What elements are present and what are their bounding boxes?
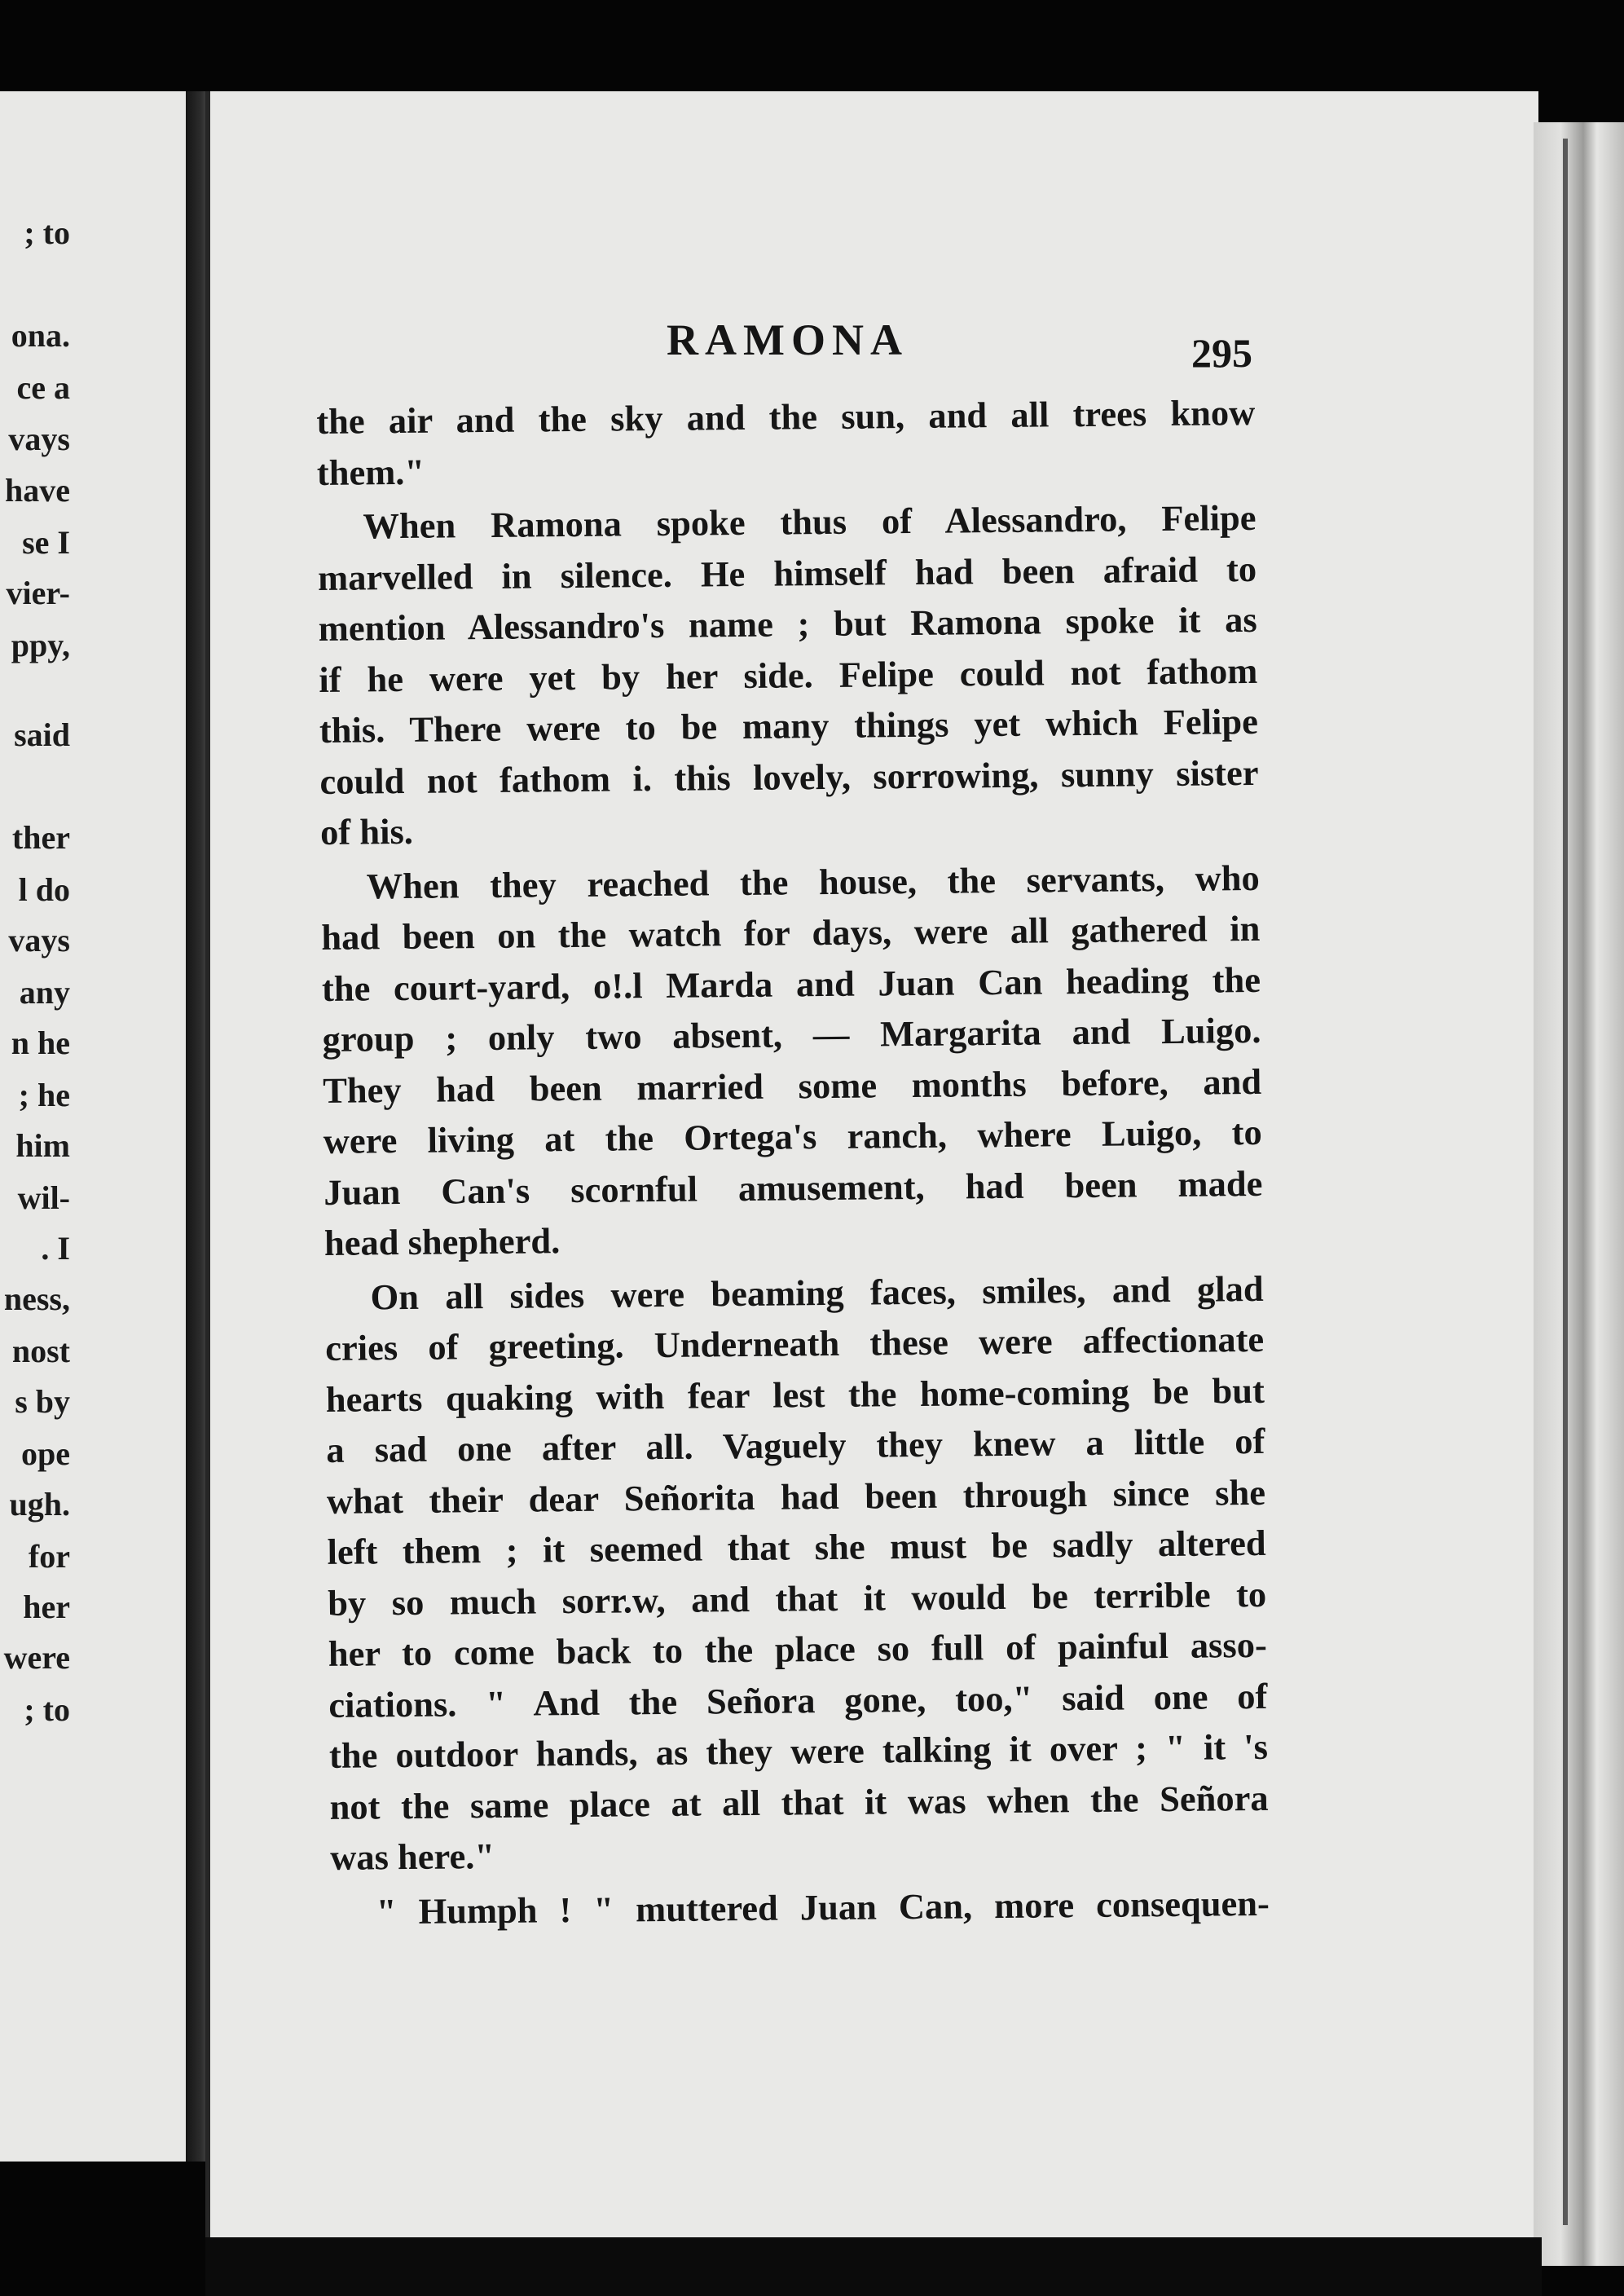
left-page-fragment: n he [11, 1025, 70, 1061]
left-page-fragment: se I [22, 524, 70, 561]
text-line: Juan Can's scornful amusement, had been made [323, 1162, 1263, 1213]
left-page-fragment: ness, [3, 1280, 70, 1317]
text-line: a sad one after all. Vaguely they knew a little of [326, 1420, 1265, 1470]
left-facing-page [0, 91, 194, 2162]
left-page-fragment: vays [8, 922, 70, 959]
left-page-fragment: ppy, [11, 627, 70, 663]
text-line: marvelled in silence. He himself had been afraid to [317, 548, 1257, 598]
page-number: 295 [1191, 330, 1252, 376]
text-line: of his. [319, 810, 414, 853]
text-line: the court-yard, o!.l Marda and Juan Can heading the [321, 959, 1261, 1009]
text-line: cries of greeting. Underneath these were affectionate [324, 1318, 1265, 1368]
text-line: ciations. " And the Señora gone, too," said one of [328, 1675, 1268, 1725]
text-line: On all sides were beaming faces, smiles, and glad [370, 1267, 1264, 1317]
left-page-fragment: said [14, 716, 70, 753]
text-line: They had been married some months before, and [322, 1060, 1262, 1111]
text-line: had been on the watch for days, were all gathered in [321, 907, 1261, 958]
text-line: " Humph ! " muttered Juan Can, more consequen- [376, 1882, 1270, 1932]
left-page-fragment: ; he [18, 1077, 70, 1113]
left-page-fragment: ; to [24, 1691, 70, 1728]
left-page-fragment: ther [11, 819, 70, 856]
text-line: head shepherd. [323, 1220, 561, 1263]
page-edge-stack [1534, 122, 1624, 2266]
text-line: the air and the sky and the sun, and all trees know [316, 391, 1256, 442]
left-page-fragment: vier- [6, 575, 70, 611]
left-page-fragment: vays [8, 421, 70, 457]
page-edge-shadow-line [1563, 139, 1568, 2225]
running-head-title: RAMONA [667, 315, 909, 364]
left-page-fragment: were [3, 1639, 70, 1676]
left-page-fragment: l do [18, 871, 70, 908]
left-page-fragment: her [23, 1589, 70, 1625]
left-page-text-fragments [0, 91, 70, 2162]
text-line: could not fathom i. this lovely, sorrowing, sunny sister [319, 751, 1259, 802]
text-line: hearts quaking with fear lest the home-coming be but [325, 1369, 1265, 1420]
left-page-fragment: ugh. [9, 1486, 70, 1523]
text-line: what their dear Señorita had been through since she [326, 1471, 1266, 1522]
text-line: her to come back to the place so full of painful asso- [328, 1624, 1267, 1674]
left-page-fragment: ; to [24, 214, 70, 251]
left-page-fragment: nost [11, 1333, 70, 1369]
left-page-fragment: have [5, 472, 70, 509]
text-line: When they reached the house, the servants, who [366, 857, 1260, 906]
body-text [316, 387, 1270, 1937]
text-line: When Ramona spoke thus of Alessandro, Felipe [363, 496, 1257, 547]
text-line: them." [316, 451, 425, 493]
text-line: the outdoor hands, as they were talking it over ; " it 's [328, 1725, 1269, 1776]
text-line: group ; only two absent, — Margarita and Luigo. [322, 1009, 1261, 1060]
left-page-fragment: ona. [11, 317, 70, 354]
text-line: this. There were to be many things yet which Felipe [319, 700, 1259, 751]
text-line: was here." [329, 1835, 495, 1878]
left-page-fragment: any [19, 974, 70, 1011]
text-line: if he were yet by her side. Felipe could not fathom [319, 650, 1258, 700]
bottom-shadow [205, 2237, 1542, 2296]
left-page-fragment: ope [21, 1435, 70, 1472]
text-line: were living at the Ortega's ranch, where Luigo, to [323, 1111, 1262, 1161]
left-page-fragment: him [15, 1127, 70, 1164]
left-page-fragment: wil- [17, 1179, 70, 1216]
text-line: left them ; it seemed that she must be sadly altered [327, 1522, 1266, 1572]
left-page-fragment: s by [15, 1383, 70, 1420]
text-line: by so much sorr.w, and that it would be terrible to [327, 1573, 1267, 1624]
left-page-fragment: for [28, 1538, 70, 1575]
text-line: not the same place at all that it was when the Señora [329, 1777, 1269, 1827]
text-line: mention Alessandro's name ; but Ramona spoke it as [318, 598, 1257, 649]
left-page-fragment: . I [41, 1230, 70, 1267]
left-page-fragment: ce a [16, 369, 70, 406]
